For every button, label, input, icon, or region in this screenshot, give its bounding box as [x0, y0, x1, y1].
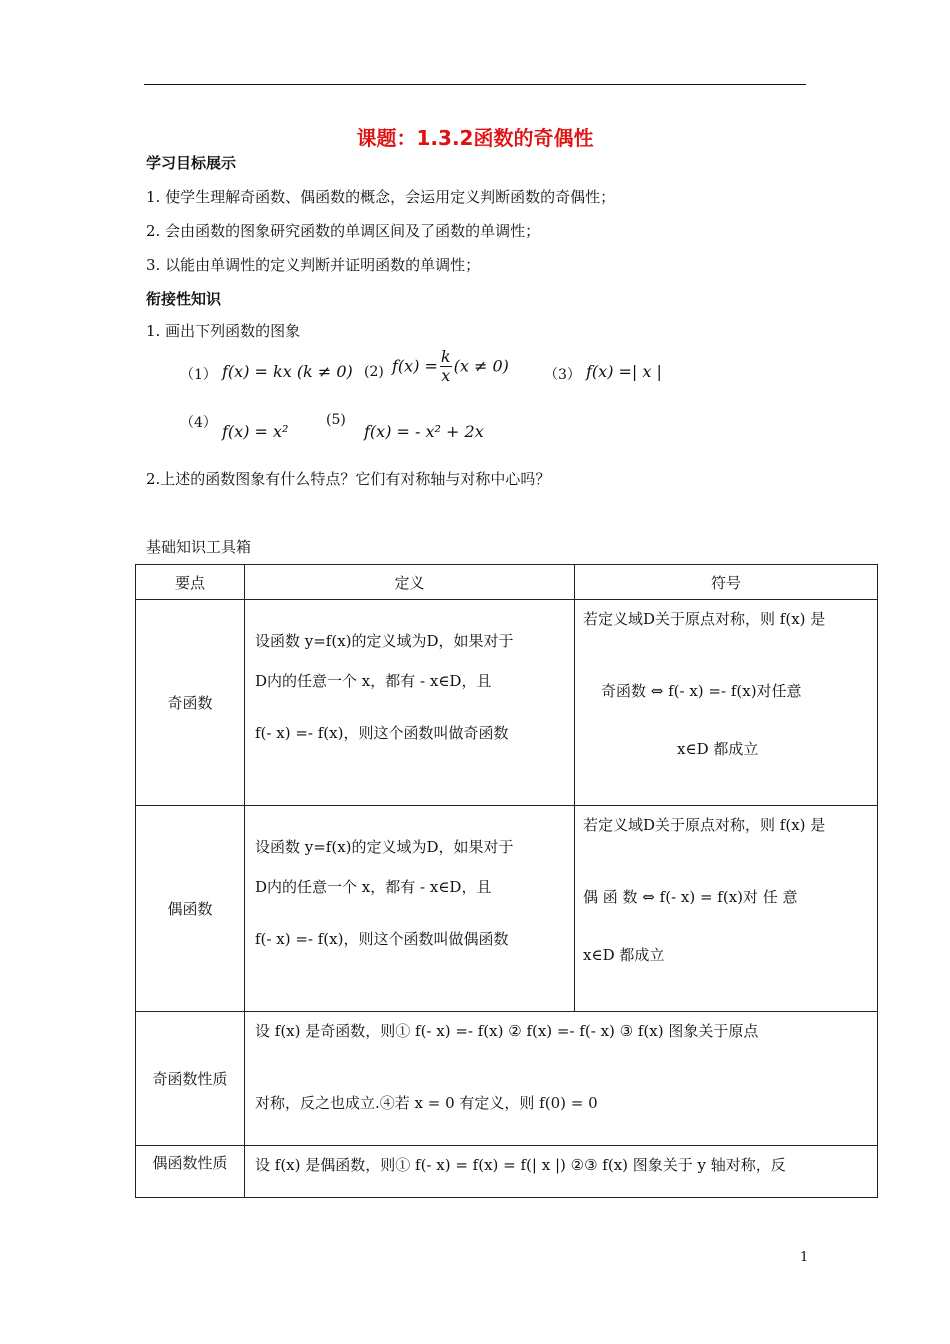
goals-heading: 学习目标展示: [146, 154, 237, 172]
func-2-label: (2): [364, 364, 384, 380]
property-line: 设 f(x) 是奇函数，则① f(- x) =- f(x) ② f(x) =- f(- x) ③ f(x) 图象关于原点: [255, 1022, 759, 1040]
symbol-line: 偶 函 数 ⇔ f(- x) = f(x)对 任 意: [583, 888, 798, 906]
property-line: 对称，反之也成立.④若 x = 0 有定义，则 f(0) = 0: [255, 1094, 598, 1112]
header-cell: 要点: [136, 565, 245, 600]
symbol-line: 奇函数 ⇔ f(- x) =- f(x)对任意: [601, 682, 802, 700]
property-cell: [245, 1146, 878, 1198]
page-title: 课题：1.3.2函数的奇偶性: [356, 126, 594, 150]
table-row-even: [136, 806, 878, 1012]
row-label: 偶函数性质: [136, 1146, 245, 1198]
definition-line: f(- x) =- f(x)，则这个函数叫做偶函数: [255, 930, 509, 948]
toolbox-caption: 基础知识工具箱: [146, 538, 252, 556]
symbol-cell: [575, 600, 878, 806]
func-2-denominator: x: [441, 365, 451, 385]
table-header-row: [136, 565, 878, 600]
func-4-formula: f(x) = x²: [222, 422, 289, 441]
row-label: 奇函数性质: [136, 1012, 245, 1146]
definition-line: 设函数 y=f(x)的定义域为D，如果对于: [255, 632, 514, 650]
definition-line: f(- x) =- f(x)，则这个函数叫做奇函数: [255, 724, 509, 742]
func-3-label: （3）: [544, 367, 581, 383]
header-cell: 定义: [245, 565, 575, 600]
symbol-line: x∈D 都成立: [583, 946, 665, 964]
symbol-line: x∈D 都成立: [677, 740, 759, 758]
goal-item: 1. 使学生理解奇函数、偶函数的概念，会运用定义判断函数的奇偶性；: [146, 188, 616, 206]
definition-line: D内的任意一个 x，都有 - x∈D，且: [255, 672, 492, 690]
definition-line: 设函数 y=f(x)的定义域为D，如果对于: [255, 838, 514, 856]
table-row-even-properties: [136, 1146, 878, 1198]
func-1-label: （1）: [180, 367, 217, 383]
symbol-cell: [575, 806, 878, 1012]
func-4-label: （4）: [180, 415, 217, 431]
goal-item: 3. 以能由单调性的定义判断并证明函数的单调性；: [146, 256, 481, 274]
page-number: 1: [800, 1250, 809, 1265]
symbol-line: 若定义域D关于原点对称，则 f(x) 是: [583, 610, 826, 628]
table-row-odd-properties: [136, 1012, 878, 1146]
func-1-formula: f(x) = kx (k ≠ 0): [222, 362, 353, 381]
func-2-lhs: f(x) =: [392, 356, 438, 376]
func-2-formula: [392, 348, 509, 384]
symbol-line: 若定义域D关于原点对称，则 f(x) 是: [583, 816, 826, 834]
row-label: 偶函数: [136, 806, 245, 1012]
bridge-question-2: 2.上述的函数图象有什么特点？它们有对称轴与对称中心吗？: [146, 470, 551, 488]
func-2-rhs: (x ≠ 0): [453, 356, 509, 376]
func-3-formula: f(x) =| x |: [586, 362, 662, 381]
property-line: 设 f(x) 是偶函数，则① f(- x) = f(x) = f(| x |) ②③ f(x) 图象关于 y 轴对称，反: [255, 1156, 786, 1174]
header-rule: [144, 84, 806, 85]
func-5-formula: f(x) = - x² + 2x: [364, 422, 484, 441]
table-row-odd: [136, 600, 878, 806]
header-cell: 符号: [575, 565, 878, 600]
property-cell: [245, 1012, 878, 1146]
knowledge-table: [135, 564, 878, 1198]
bridge-heading: 衔接性知识: [146, 290, 222, 308]
row-label: 奇函数: [136, 600, 245, 806]
goal-item: 2. 会由函数的图象研究函数的单调区间及了函数的单调性；: [146, 222, 541, 240]
definition-cell: [245, 806, 575, 1012]
bridge-question-1: 1. 画出下列函数的图象: [146, 322, 301, 340]
definition-line: D内的任意一个 x，都有 - x∈D，且: [255, 878, 492, 896]
definition-cell: [245, 600, 575, 806]
func-5-label: (5): [326, 412, 346, 428]
func-2-numerator: k: [440, 347, 451, 366]
